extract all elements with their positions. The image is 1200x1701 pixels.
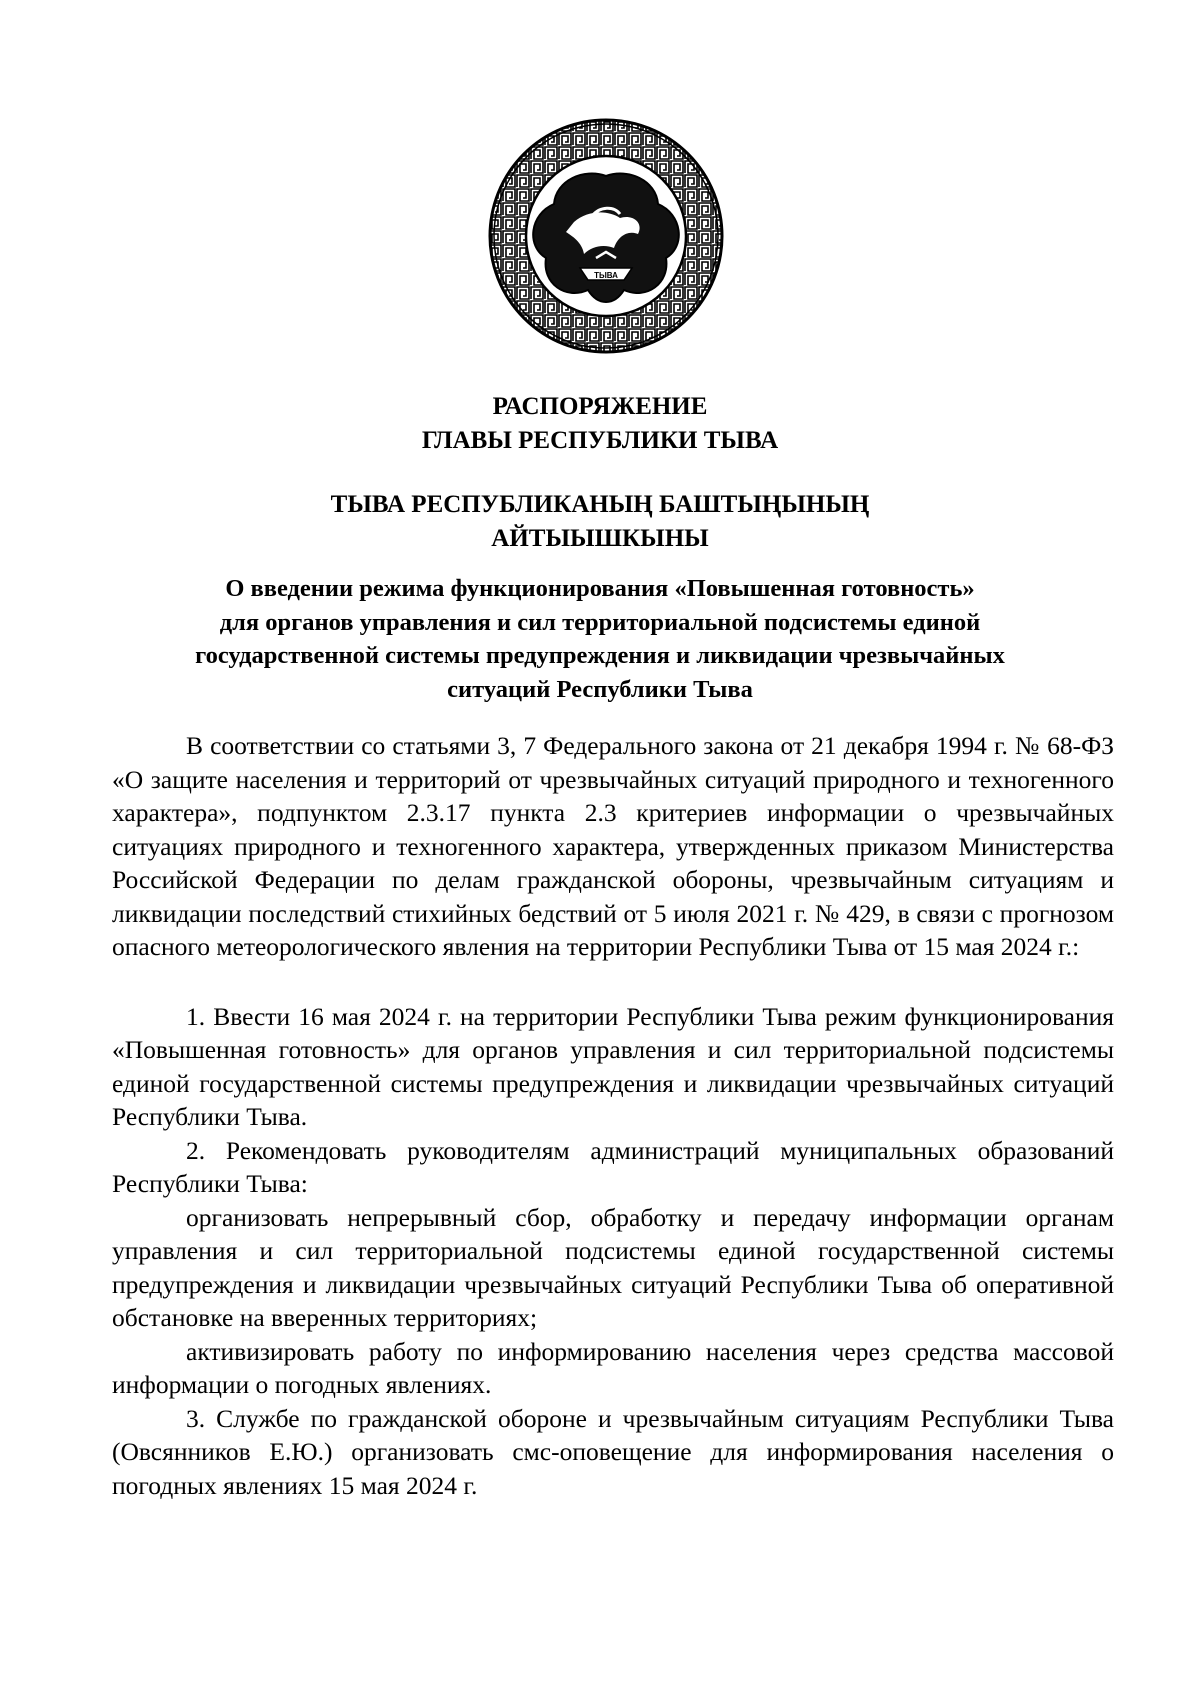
tuva-coat-of-arms-icon: [488, 118, 724, 354]
subject-line: для органов управления и сил территориальной подсистемы единой: [219, 608, 981, 636]
clause-2-item-1: организовать непрерывный сбор, обработку и передачу информации органам управления и сил территориальной подсистемы единой государственной системы предупреждения и ликвидации чрезвычайных ситуаций Республики Тыва об оперативной обстановке на вверенных территориях;: [112, 1202, 1114, 1332]
emblem-inscription: ТЫВА: [594, 271, 618, 280]
clause-1: 1. Ввести 16 мая 2024 г. на территории Республики Тыва режим функционирования «Повышенная готовность» для органов управления и сил территориальной подсистемы единой государственной системы предупреждения и ликвидации чрезвычайных ситуаций Республики Тыва.: [112, 1001, 1114, 1131]
subject-line: ситуаций Республики Тыва: [447, 675, 753, 703]
subject-line: О введении режима функционирования «Повышенная готовность»: [225, 575, 975, 602]
document-subject: [100, 572, 1100, 706]
subject-line: государственной системы предупреждения и ликвидации чрезвычайных: [195, 642, 1005, 669]
heading-line: ГЛАВЫ РЕСПУБЛИКИ ТЫВА: [421, 427, 779, 454]
document-body: [112, 729, 1114, 1502]
clause-3: 3. Службе по гражданской обороне и чрезвычайным ситуациям Республики Тыва (Овсянников Е.Ю.) организовать смс-оповещение для информирования населения о погодных явлениях 15 мая 2024 г.: [112, 1403, 1114, 1500]
clause-2-item-2: активизировать работу по информированию населения через средства массовой информации о погодных явлениях.: [112, 1336, 1114, 1399]
heading-line: РАСПОРЯЖЕНИЕ: [492, 393, 708, 420]
heading-line: АЙТЫЫШКЫНЫ: [491, 525, 709, 552]
heading-russian: [100, 390, 1100, 458]
clause-2: 2. Рекомендовать руководителям администраций муниципальных образований Республики Тыва:: [112, 1135, 1114, 1198]
heading-line: ТЫВА РЕСПУБЛИКАНЫҢ БАШТЫҢЫНЫҢ: [330, 491, 870, 518]
preamble-paragraph: В соответствии со статьями 3, 7 Федерального закона от 21 декабря 1994 г. № 68-ФЗ «О защите населения и территорий от чрезвычайных ситуаций природного и техногенного характера», подпунктом 2.3.17 пункта 2.3 критериев информации о чрезвычайных ситуациях природного и техногенного характера, утвержденных приказом Министерства Российской Федерации по делам гражданской обороны, чрезвычайным ситуациям и ликвидации последствий стихийных бедствий от 5 июля 2021 г. № 429, в связи с прогнозом опасного метеорологического явления на территории Республики Тыва от 15 мая 2024 г.:: [112, 731, 1114, 961]
heading-tuvan: [100, 488, 1100, 556]
